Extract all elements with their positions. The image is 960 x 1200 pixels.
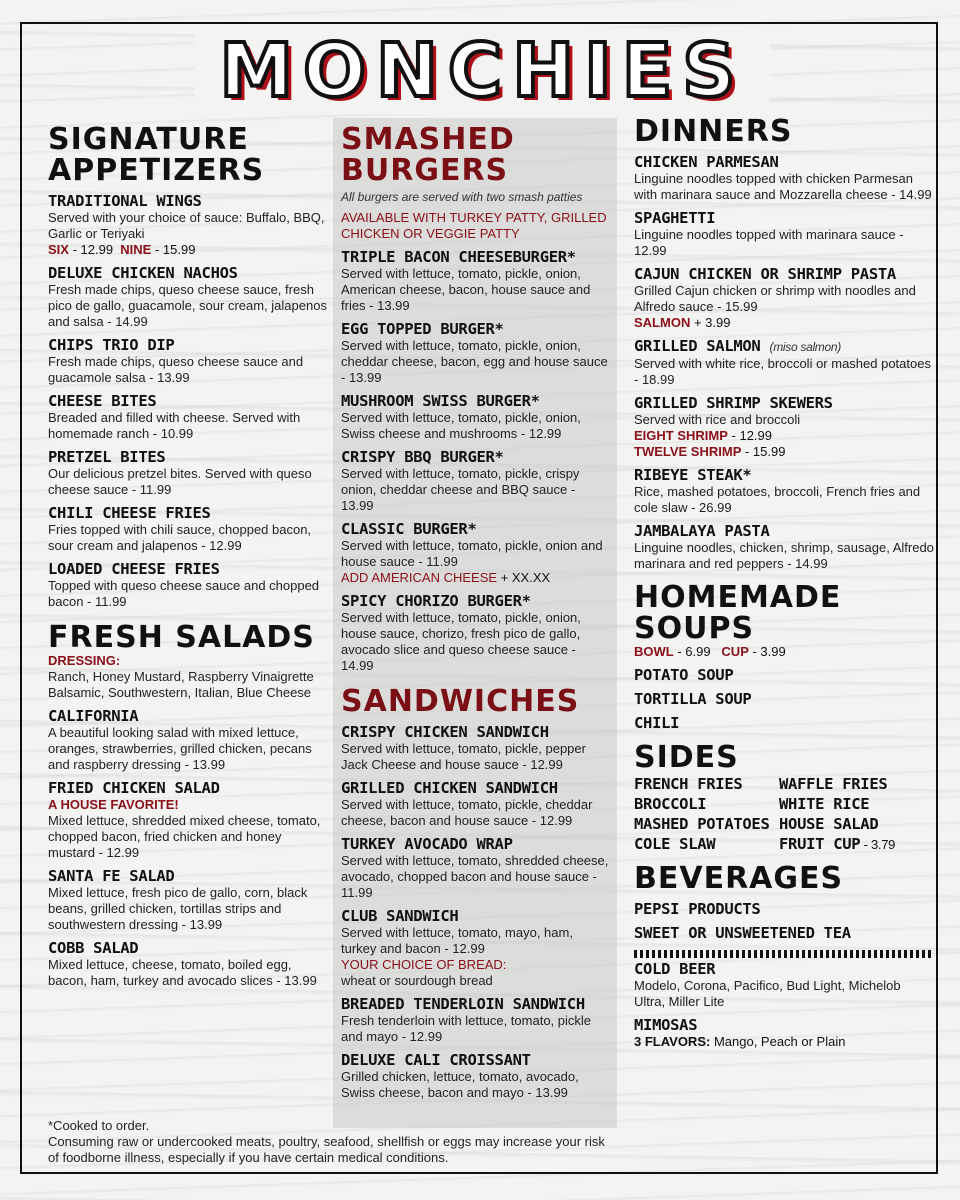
soup-item: CHILI bbox=[634, 714, 680, 732]
menu-item bbox=[48, 448, 328, 498]
item-name: DELUXE CALI CROISSANT bbox=[341, 1051, 531, 1069]
menu-item bbox=[341, 520, 609, 586]
item-name-text: GRILLED SALMON bbox=[634, 337, 761, 355]
beverages-heading: BEVERAGES bbox=[634, 861, 844, 896]
footer-line1: *Cooked to order. bbox=[48, 1118, 150, 1133]
sandwiches-heading: SANDWICHES bbox=[341, 684, 580, 719]
item-name: RIBEYE STEAK* bbox=[634, 466, 752, 484]
menu-item bbox=[634, 153, 934, 203]
menu-item bbox=[48, 336, 328, 386]
item-desc: Served with rice and broccoli bbox=[634, 412, 801, 427]
cup-label: CUP bbox=[721, 644, 749, 659]
cup-price: - 3.99 bbox=[748, 644, 786, 659]
menu-item bbox=[48, 867, 328, 933]
burgers-available: AVAILABLE WITH TURKEY PATTY, GRILLED CHICKEN OR VEGGIE PATTY bbox=[341, 210, 607, 241]
item-desc: Linguine noodles topped with marinara sauce - 12.99 bbox=[634, 227, 904, 258]
item-desc: Mixed lettuce, cheese, tomato, boiled egg, bacon, ham, turkey and avocado slices - 13.99 bbox=[48, 957, 317, 988]
extra-label: SALMON bbox=[634, 315, 691, 330]
menu-item bbox=[341, 835, 609, 901]
mimosas-text: Mango, Peach or Plain bbox=[710, 1034, 846, 1049]
menu-item bbox=[634, 522, 934, 572]
column-left bbox=[48, 124, 328, 989]
footer-disclaimer bbox=[48, 1118, 608, 1166]
item-desc: Grilled chicken, lettuce, tomato, avocado, Swiss cheese, bacon and mayo - 13.99 bbox=[341, 1069, 579, 1100]
shrimp-option bbox=[634, 428, 934, 444]
item-name: CLASSIC BURGER* bbox=[341, 520, 477, 538]
item-name: SPICY CHORIZO BURGER* bbox=[341, 592, 531, 610]
menu-item bbox=[634, 337, 934, 388]
add-cheese-option bbox=[341, 570, 609, 586]
menu-item bbox=[341, 779, 609, 829]
beer-name: COLD BEER bbox=[634, 960, 716, 978]
column-middle bbox=[333, 118, 617, 1128]
item-desc: Served with your choice of sauce: Buffalo, BBQ, Garlic or Teriyaki bbox=[48, 210, 325, 241]
sides-heading: SIDES bbox=[634, 740, 739, 775]
appetizers-heading bbox=[48, 124, 328, 186]
column-right bbox=[634, 116, 934, 1050]
item-desc: Served with lettuce, tomato, mayo, ham, turkey and bacon - 12.99 bbox=[341, 925, 573, 956]
menu-item bbox=[341, 592, 609, 674]
item-name: TRADITIONAL WINGS bbox=[48, 192, 202, 210]
menu-item bbox=[48, 560, 328, 610]
burgers-heading-line1: SMASHED bbox=[341, 122, 515, 157]
burgers-heading-line2: BURGERS bbox=[341, 153, 509, 188]
salads-heading: FRESH SALADS bbox=[48, 620, 315, 655]
item-desc: Fresh made chips, queso cheese sauce, fresh pico de gallo, guacamole, sour cream, jalapenos and salsa - 14.99 bbox=[48, 282, 327, 329]
item-desc: Served with lettuce, tomato, pickle, crispy onion, cheddar cheese and BBQ sauce - 13.99 bbox=[341, 466, 580, 513]
beverage-item: SWEET OR UNSWEETENED TEA bbox=[634, 924, 851, 942]
bowl-label: BOWL bbox=[634, 644, 674, 659]
side-item: HOUSE SALAD bbox=[779, 815, 879, 833]
soups-heading-line2: SOUPS bbox=[634, 611, 755, 646]
title-banner bbox=[195, 28, 770, 114]
soup-item: POTATO SOUP bbox=[634, 666, 734, 684]
wings-options bbox=[48, 242, 328, 258]
option-price: - 12.99 bbox=[727, 428, 772, 443]
item-desc: Served with lettuce, tomato, pickle, pepper Jack Cheese and house sauce - 12.99 bbox=[341, 741, 586, 772]
item-name: COBB SALAD bbox=[48, 939, 139, 957]
option-price: - 15.99 bbox=[151, 242, 196, 257]
item-name: CALIFORNIA bbox=[48, 707, 139, 725]
item-desc: Fresh tenderloin with lettuce, tomato, pickle and mayo - 12.99 bbox=[341, 1013, 592, 1044]
item-desc: Mixed lettuce, fresh pico de gallo, corn, black beans, grilled chicken, tortillas strips and southwestern dressing - 13.99 bbox=[48, 885, 308, 932]
divider-dashed bbox=[634, 950, 934, 958]
item-name: GRILLED CHICKEN SANDWICH bbox=[341, 779, 558, 797]
menu-item bbox=[341, 995, 609, 1045]
item-name: GRILLED SHRIMP SKEWERS bbox=[634, 394, 833, 412]
appetizers-heading-line1: SIGNATURE bbox=[48, 122, 249, 157]
item-desc: Served with white rice, broccoli or mashed potatoes - 18.99 bbox=[634, 356, 931, 387]
item-name: CAJUN CHICKEN OR SHRIMP PASTA bbox=[634, 265, 896, 283]
item-subtitle: (miso salmon) bbox=[769, 340, 841, 354]
extra-price: + XX.XX bbox=[497, 570, 551, 585]
option-price: - 12.99 bbox=[68, 242, 114, 257]
item-name: CHEESE BITES bbox=[48, 392, 157, 410]
side-item: BROCCOLI bbox=[634, 795, 707, 813]
menu-item bbox=[634, 466, 934, 516]
item-desc: Linguine noodles, chicken, shrimp, sausage, Alfredo marinara and red peppers - 14.99 bbox=[634, 540, 934, 571]
dressing-list: Ranch, Honey Mustard, Raspberry Vinaigrette Balsamic, Southwestern, Italian, Blue Cheese bbox=[48, 669, 314, 700]
side-item: COLE SLAW bbox=[634, 835, 716, 853]
menu-item bbox=[48, 264, 328, 330]
item-name: TRIPLE BACON CHEESEBURGER* bbox=[341, 248, 576, 266]
item-name: CHICKEN PARMESAN bbox=[634, 153, 779, 171]
burgers-heading bbox=[341, 124, 609, 186]
side-item: FRENCH FRIES bbox=[634, 775, 743, 793]
option-label: EIGHT SHRIMP bbox=[634, 428, 728, 443]
item-name: MUSHROOM SWISS BURGER* bbox=[341, 392, 540, 410]
item-name: CHIPS TRIO DIP bbox=[48, 336, 175, 354]
soup-item: TORTILLA SOUP bbox=[634, 690, 752, 708]
item-desc: A beautiful looking salad with mixed lettuce, oranges, strawberries, grilled chicken, pecans and raspberry dressing - 13.99 bbox=[48, 725, 312, 772]
item-name: CHILI CHEESE FRIES bbox=[48, 504, 211, 522]
menu-item bbox=[634, 265, 934, 331]
menu-item bbox=[634, 209, 934, 259]
restaurant-title: MONCHIES bbox=[219, 28, 746, 114]
item-name: JAMBALAYA PASTA bbox=[634, 522, 770, 540]
menu-item bbox=[341, 723, 609, 773]
item-name: FRIED CHICKEN SALAD bbox=[48, 779, 220, 797]
item-desc: Topped with queso cheese sauce and chopped bacon - 11.99 bbox=[48, 578, 320, 609]
item-name: DELUXE CHICKEN NACHOS bbox=[48, 264, 238, 282]
menu-item bbox=[48, 779, 328, 861]
option-label: TWELVE SHRIMP bbox=[634, 444, 742, 459]
footer-line2: Consuming raw or undercooked meats, poultry, seafood, shellfish or eggs may increase your risk of foodborne illness, especially if you have certain medical conditions. bbox=[48, 1134, 605, 1165]
dressing-label: DRESSING: bbox=[48, 653, 121, 668]
menu-item bbox=[48, 392, 328, 442]
soups-heading-line1: HOMEMADE bbox=[634, 580, 842, 615]
menu-item bbox=[341, 320, 609, 386]
bowl-price: - 6.99 bbox=[673, 644, 711, 659]
menu-item bbox=[48, 707, 328, 773]
item-desc: Fresh made chips, queso cheese sauce and guacamole salsa - 13.99 bbox=[48, 354, 304, 385]
mimosas-desc bbox=[634, 1034, 934, 1050]
extra-price: + 3.99 bbox=[690, 315, 731, 330]
item-name: SPAGHETTI bbox=[634, 209, 716, 227]
item-name: BREADED TENDERLOIN SANDWICH bbox=[341, 995, 585, 1013]
item-desc: Breaded and filled with cheese. Served with homemade ranch - 10.99 bbox=[48, 410, 301, 441]
soup-prices bbox=[634, 644, 934, 660]
item-name: PRETZEL BITES bbox=[48, 448, 166, 466]
mimosas-name: MIMOSAS bbox=[634, 1016, 698, 1034]
item-desc: Mixed lettuce, shredded mixed cheese, tomato, chopped bacon, fried chicken and honey mustard - 12.99 bbox=[48, 813, 321, 860]
item-desc: Served with lettuce, tomato, pickle, onion, house sauce, chorizo, fresh pico de gallo, avocado slice and queso cheese sauce - 14.99 bbox=[341, 610, 581, 673]
menu-item bbox=[341, 907, 609, 989]
soups-heading bbox=[634, 582, 934, 644]
item-desc: Served with lettuce, tomato, pickle, onion, American cheese, bacon, house sauce and fries - 13.99 bbox=[341, 266, 591, 313]
item-desc: Served with lettuce, tomato, shredded cheese, avocado, chopped bacon and house sauce - 11.99 bbox=[341, 853, 609, 900]
beer-desc: Modelo, Corona, Pacifico, Bud Light, Michelob Ultra, Miller Lite bbox=[634, 978, 901, 1009]
menu-item bbox=[341, 448, 609, 514]
side-item-last bbox=[779, 835, 929, 853]
side-item: MASHED POTATOES bbox=[634, 815, 770, 833]
bread-choice-text: wheat or sourdough bread bbox=[341, 973, 493, 988]
item-desc: Linguine noodles topped with chicken Parmesan with marinara sauce and Mozzarella cheese - 14.99 bbox=[634, 171, 932, 202]
item-name: CLUB SANDWICH bbox=[341, 907, 459, 925]
item-name: CRISPY BBQ BURGER* bbox=[341, 448, 504, 466]
item-desc: Served with lettuce, tomato, pickle, cheddar cheese, bacon and house sauce - 12.99 bbox=[341, 797, 593, 828]
item-name: SANTA FE SALAD bbox=[48, 867, 175, 885]
extra-label: ADD AMERICAN CHEESE bbox=[341, 570, 498, 585]
item-desc: Served with lettuce, tomato, pickle, onion and house sauce - 11.99 bbox=[341, 538, 603, 569]
item-name: TURKEY AVOCADO WRAP bbox=[341, 835, 513, 853]
item-name: CRISPY CHICKEN SANDWICH bbox=[341, 723, 549, 741]
burgers-note: All burgers are served with two smash patties bbox=[341, 190, 583, 204]
item-desc: Served with lettuce, tomato, pickle, onion, cheddar cheese, bacon, egg and house sauce - 13.99 bbox=[341, 338, 608, 385]
menu-item bbox=[341, 1051, 609, 1101]
sides-price: - 3.79 bbox=[860, 837, 896, 852]
option-price: - 15.99 bbox=[741, 444, 786, 459]
item-desc: Grilled Cajun chicken or shrimp with noodles and Alfredo sauce - 15.99 bbox=[634, 283, 916, 314]
side-item-text: FRUIT CUP bbox=[779, 835, 861, 853]
item-name: EGG TOPPED BURGER* bbox=[341, 320, 504, 338]
side-item: WHITE RICE bbox=[779, 795, 870, 813]
menu-item bbox=[634, 394, 934, 460]
dinners-heading: DINNERS bbox=[634, 114, 793, 149]
menu-item bbox=[341, 248, 609, 314]
shrimp-option bbox=[634, 444, 934, 460]
menu-item bbox=[48, 504, 328, 554]
item-desc: Rice, mashed potatoes, broccoli, French fries and cole slaw - 26.99 bbox=[634, 484, 921, 515]
beverage-item: PEPSI PRODUCTS bbox=[634, 900, 761, 918]
option-label: NINE bbox=[120, 242, 152, 257]
menu-item bbox=[48, 192, 328, 258]
menu-item bbox=[341, 392, 609, 442]
mimosas-label: 3 FLAVORS: bbox=[634, 1034, 711, 1049]
item-name bbox=[634, 337, 934, 356]
item-desc: Our delicious pretzel bites. Served with queso cheese sauce - 11.99 bbox=[48, 466, 312, 497]
option-label: SIX bbox=[48, 242, 69, 257]
bread-choice-label: YOUR CHOICE OF BREAD: bbox=[341, 957, 507, 972]
salmon-option bbox=[634, 315, 934, 331]
appetizers-heading-line2: APPETIZERS bbox=[48, 153, 265, 188]
item-note: A HOUSE FAVORITE! bbox=[48, 797, 179, 812]
sides-grid bbox=[634, 773, 934, 853]
item-name: LOADED CHEESE FRIES bbox=[48, 560, 220, 578]
menu-item bbox=[48, 939, 328, 989]
item-desc: Served with lettuce, tomato, pickle, onion, Swiss cheese and mushrooms - 12.99 bbox=[341, 410, 581, 441]
item-desc: Fries topped with chili sauce, chopped bacon, sour cream and jalapenos - 12.99 bbox=[48, 522, 312, 553]
side-item: WAFFLE FRIES bbox=[779, 775, 888, 793]
